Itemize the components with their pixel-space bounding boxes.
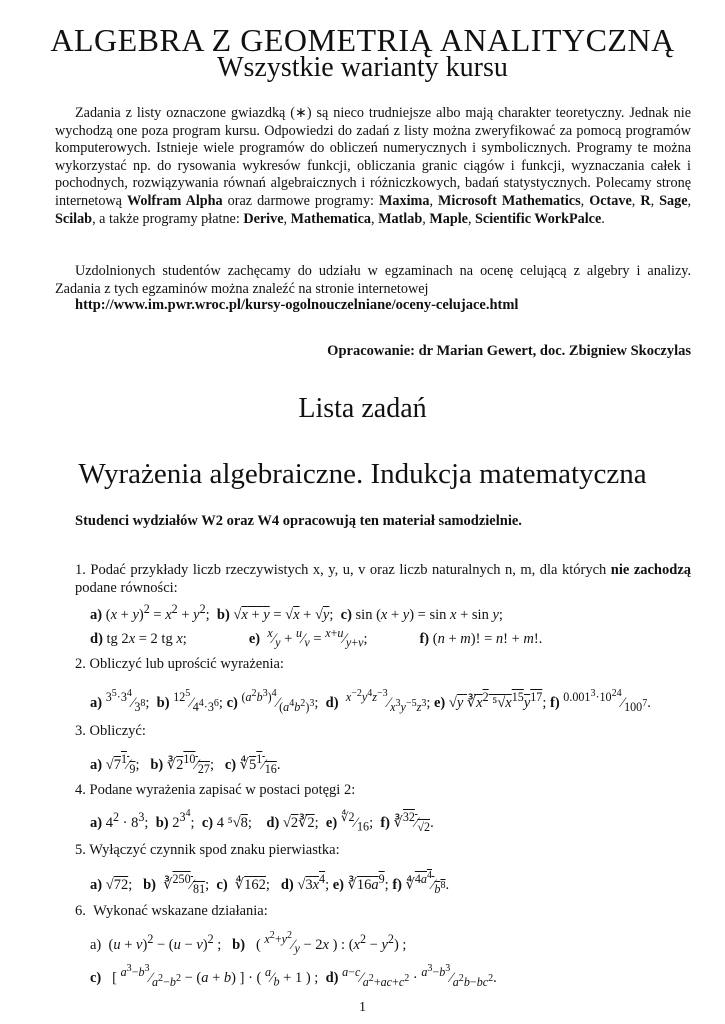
course-title: ALGEBRA Z GEOMETRIĄ ANALITYCZNĄ (50, 22, 675, 58)
problem-2-row: a) $^{3^5\cdot 3^4}⁄_{3^8}$; b) $^{12^5}⁄_{4^4\cdot 3^6}$; c) $^{(a^2b^3)^4}⁄_{(a^4b^2)^3}$; d) $^{x^{-2}y^4z^{-3}}⁄_{x^3y^{-5}z^3}$; e) √y $∛x^2$ $^5√x^{15}y^{17}$; f) $^{0.001^3\cdot 10^{24}}⁄_{100^7}$. (90, 688, 651, 714)
problem-4-row: a) $4^2 \cdot 8^3$; b) $2^{3^4}$; c) 4 ⁵√8; d) √2∛2; e) $^{∜2}⁄_{16}$; f) $∛^{32}⁄_{√2}$. (90, 808, 434, 834)
problem-1-row-2: d) tg 2x = 2 tg x; e) $^x⁄_y$ + $^u⁄_v$ = $^{x+u}⁄_{y+v}$; f) (n + m)! = n! + m!. (90, 626, 543, 650)
section-title: Wyrażenia algebraiczne. Indukcja matematyczna (78, 458, 647, 490)
course-subtitle: Wszystkie warianty kursu (217, 52, 508, 83)
problem-5-text: 5. Wyłączyć czynnik spod znaku pierwiastka: (75, 842, 340, 858)
problem-2-text: 2. Obliczyć lub uprościć wyrażenia: (75, 656, 284, 672)
intro-paragraph: Zadania z listy oznaczone gwiazdką (∗) są nieco trudniejsze albo mają charakter teoretyczny. Jednak nie wychodzą one poza program kursu. Odpowiedzi do zadań z listy można zweryfikować za pomocą programów komputerowych. Istnieje wiele programów do obliczeń numerycznych i symbolicznych. Programy te można wykorzystać np. do rysowania wykresów funkcji, obliczania granic ciągów i funkcji, wyznaczania całek i pochodnych, rozwiązywania równań algebraicznych i różniczkowych, badań statystycznych. Polecamy stronę internetową Wolfram Alpha oraz darmowe programy: Maxima, Microsoft Mathematics, Octave, R, Sage, Scilab, a także programy płatne: Derive, Mathematica, Matlab, Maple, Scientific WorkPalce. (55, 105, 692, 227)
problem-6-text: 6. Wykonać wskazane działania: (75, 903, 268, 919)
department-note: Studenci wydziałów W2 oraz W4 opracowują ten materiał samodzielnie. (75, 513, 522, 529)
list-title: Lista zadań (298, 393, 427, 424)
problem-1-row-1: a) $(x + y)^2 = x^2 + y^2$; b) √x + y = √x + √y; c) sin (x + y) = sin x + sin y; (90, 602, 503, 623)
problem-1-text: 1. Podać przykłady liczb rzeczywistych x, y, u, v oraz liczb naturalnych n, m, dla których nie zachodzą podane równości: (75, 562, 692, 596)
problem-6-row-2: c) [ $^{a^3-b^3}⁄_{a^2-b^2} - (a + b)$ ] · ( $^a⁄_b + 1$ ) ; d) $^{a-c}⁄_{a^2+ac+c^2}$ · $^{a^3-b^3}⁄_{a^2b-bc^2}$. (90, 963, 497, 989)
problem-6-row-1: a) $(u + v)^2 - (u - v)^2$ ; b) ( $^{x^2+y^2}⁄_y - 2x$ ) : $(x^2 - y^2)$ ; (90, 930, 407, 956)
exams-paragraph: Uzdolnionych studentów zachęcamy do udziału w egzaminach na ocenę celującą z algebry i analizy. Zadania z tych egzaminów można znaleźć na stronie internetowej (55, 263, 691, 297)
exam-url-link[interactable]: http://www.im.pwr.wroc.pl/kursy-ogolnouczelniane/oceny-celujace.html (75, 297, 519, 313)
problem-4-text: 4. Podane wyrażenia zapisać w postaci potęgi 2: (75, 782, 356, 798)
page-number: 1 (359, 1000, 366, 1015)
problem-3-text: 3. Obliczyć: (75, 723, 146, 739)
authors-line: Opracowanie: dr Marian Gewert, doc. Zbigniew Skoczylas (327, 343, 691, 359)
problem-5-row: a) √72; b) $∛^{250}⁄_{81}$; c) ∜162; d) $√3x^4$; e) $∛16a^9$; f) $∜^{4a^4}⁄_{b^8}$. (90, 870, 450, 896)
problem-3-row: a) $√7^1⁄_9$; b) $∛2^{10}⁄_{27}$; c) $∜5^1⁄_{16}$. (90, 752, 281, 776)
